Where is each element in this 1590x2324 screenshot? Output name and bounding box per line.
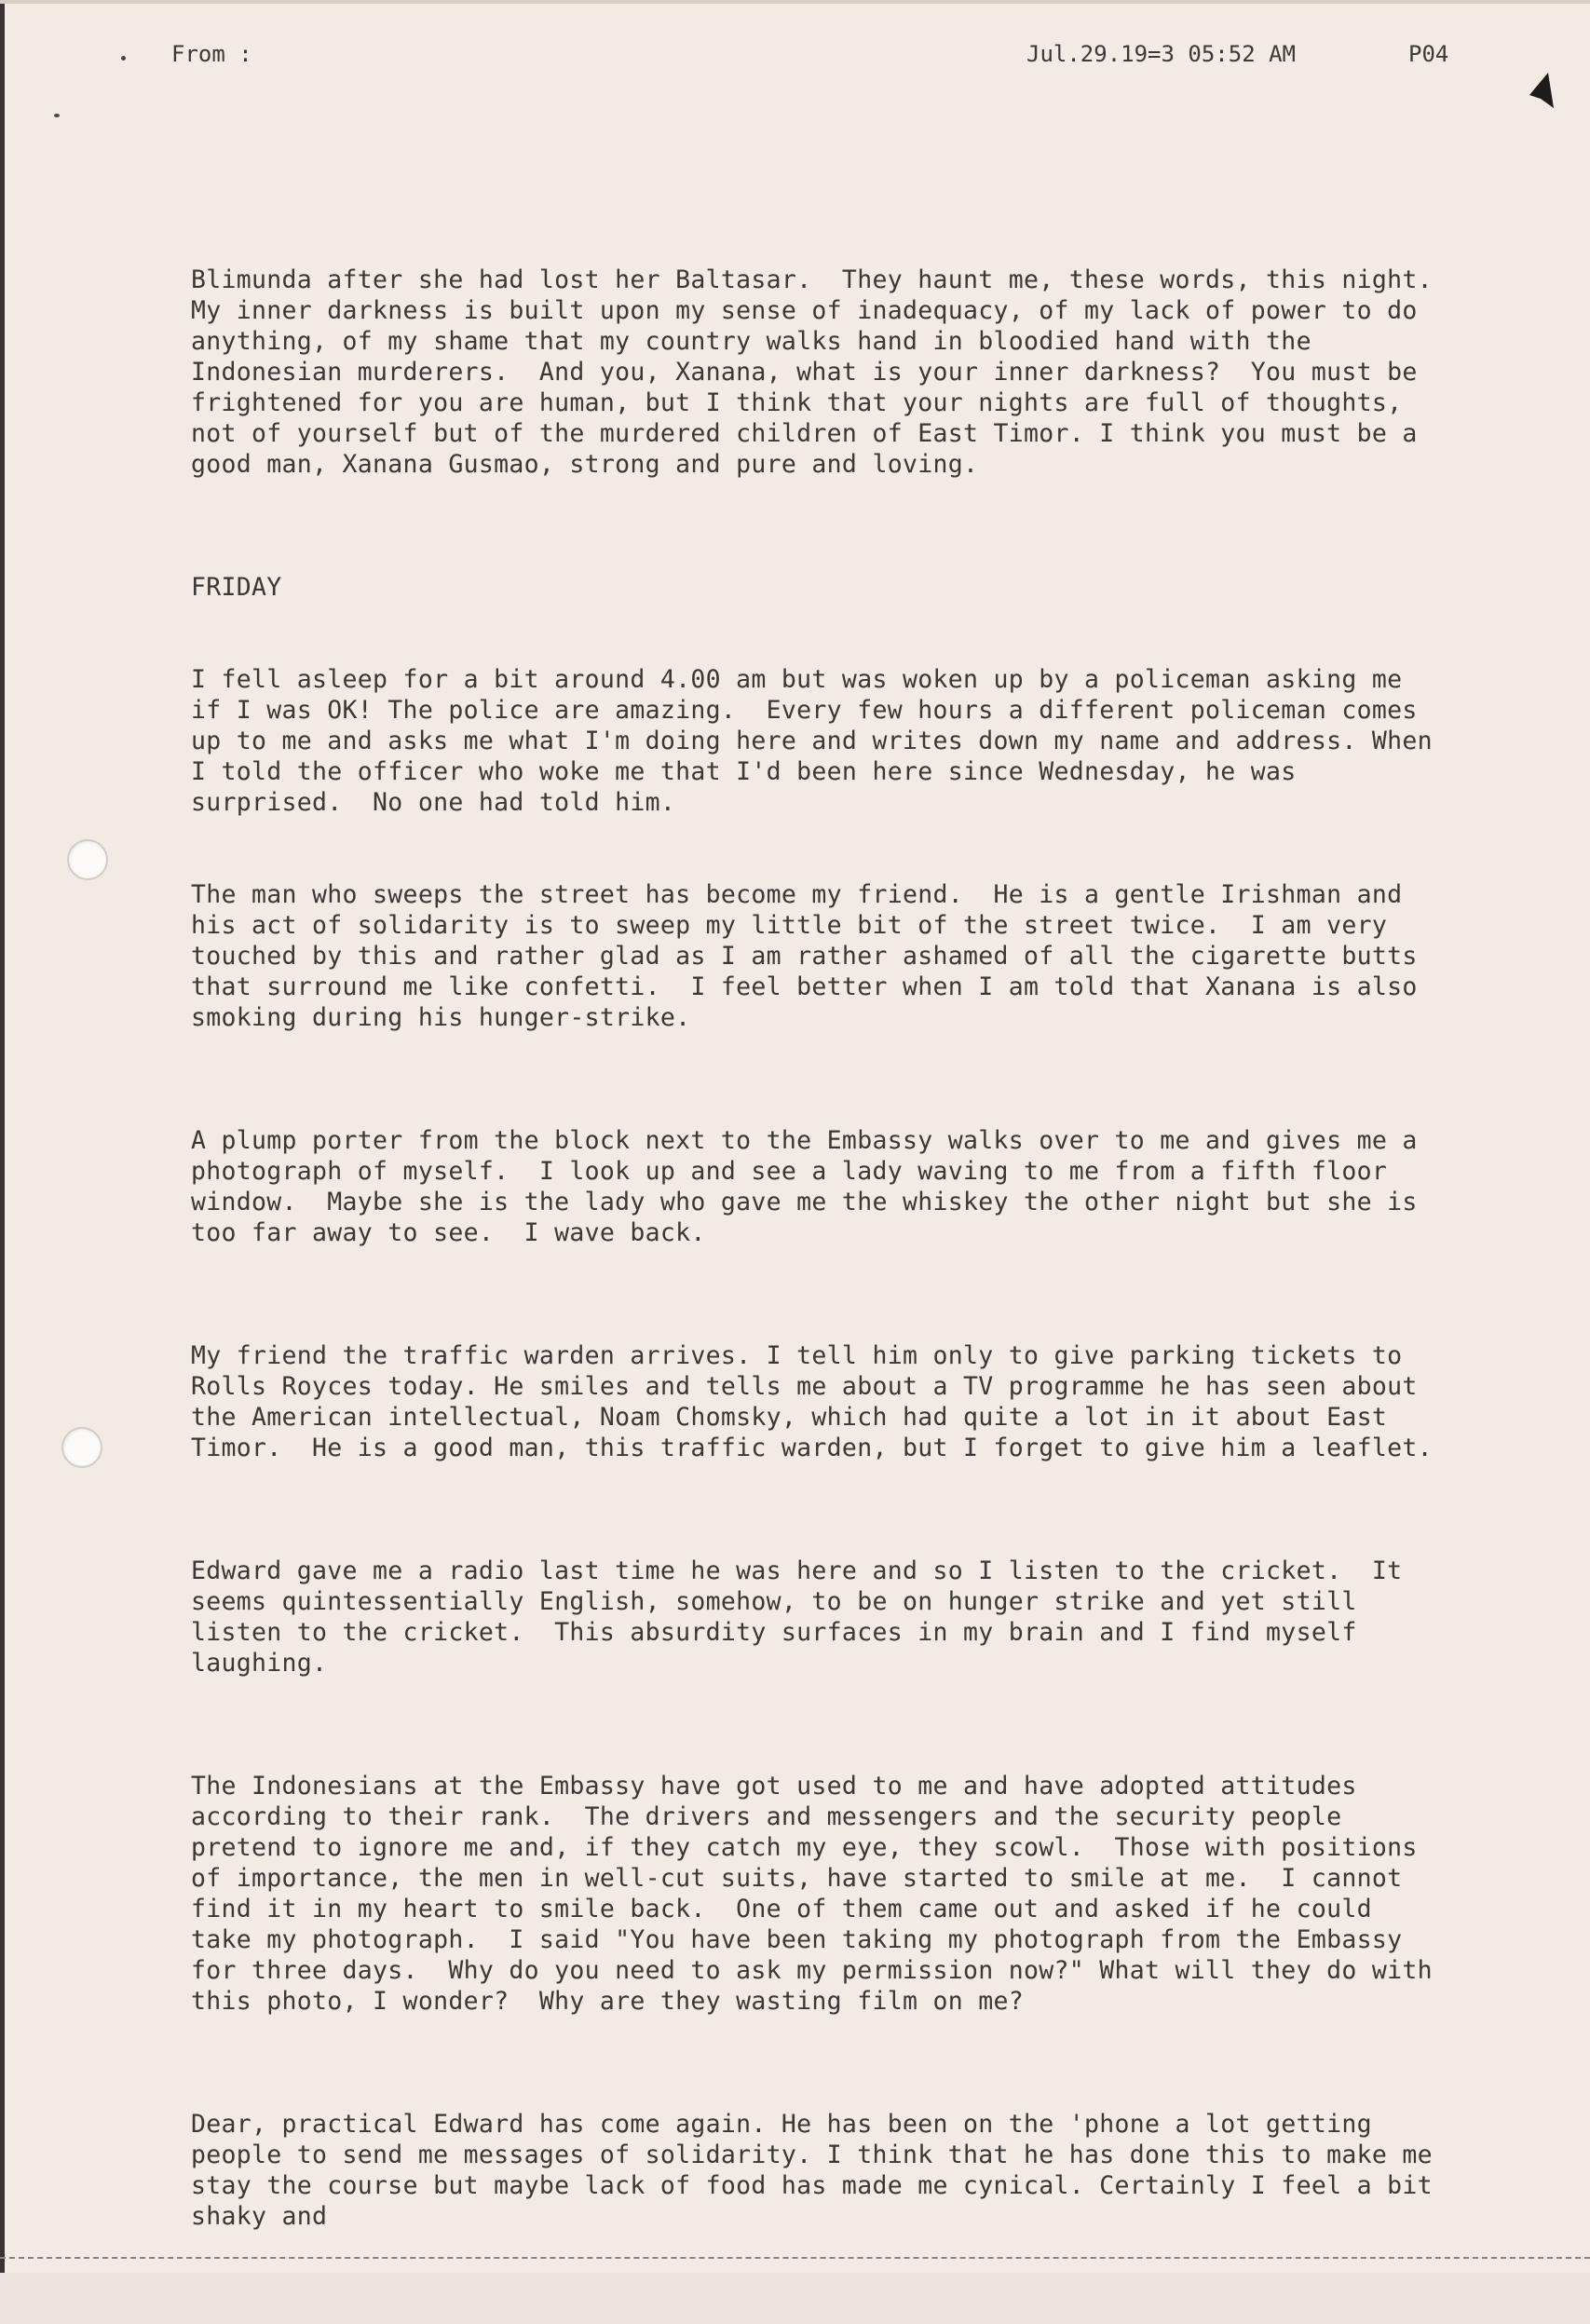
fax-page-number: P04 [1408,41,1449,67]
letter-paragraph: The man who sweeps the street has become my friend. He is a gentle Irishman and his act of solidarity is to sweep my little bit of the street twice. I am very touched by this and rather glad as I am rather ashamed of all the cigarette butts that surround me like confetti. I feel better when I am told that Xanana is also smoking during his hunger-strike. [191,880,1433,1032]
fax-timestamp: Jul.29.19=3 05:52 AM [1026,41,1296,67]
punch-hole [61,1427,102,1468]
letter-paragraph: The Indonesians at the Embassy have got used to me and have adopted attitudes according to their rank. The drivers and messengers and the security people pretend to ignore me and, if they catch my eye, they scowl. Those with positions of importance, the men in well-cut suits, have started to smile at me. I cannot find it in my heart to smile back. One of them came out and asked if he could take my photograph. I said "You have been taking my photograph from the Embassy for three days. Why do you need to ask my permission now?" What will they do with this photo, I wonder? Why are they wasting film on me? [191,1772,1448,2016]
fax-from-label: From : [171,41,252,67]
page-top-edge [0,0,1590,4]
speck-mark [54,114,60,117]
letter-body [191,203,1463,2324]
fax-header [0,41,1590,75]
letter-paragraph: Edward gave me a radio last time he was here and so I listen to the cricket. It seems quintessentially English, somehow, to be on hunger strike and yet still listen to the cricket. This absurdity surfaces in my brain and I find myself laughing. [191,1556,1418,1678]
page-bottom-divider [0,2257,1590,2259]
letter-paragraph: Dear, practical Edward has come again. He has been on the 'phone a lot getting people to send me messages of solidarity. I think that he has done this to make me stay the course but maybe lack of food has made me cynical. Certainly I feel a bit shaky and [191,2110,1448,2231]
page-left-edge [0,0,5,2273]
day-heading: FRIDAY [191,573,282,602]
letter-paragraph: I fell asleep for a bit around 4.00 am but was woken up by a policeman asking me if I was OK! The police are amazing. Every few hours a different policeman comes up to me and asks me what I'm doing here and writes down my name and address. When I told the officer who woke me that I'd been here since Wednesday, he was surprised. No one had told him. [191,665,1448,817]
corner-tear-mark-icon [1528,71,1556,112]
letter-paragraph: A plump porter from the block next to the Embassy walks over to me and gives me a photograph of myself. I look up and see a lady waving to me from a fifth floor window. Maybe she is the lady who gave me the whiskey the other night but she is too far away to see. I wave back. [191,1126,1433,1247]
punch-hole [67,839,108,880]
letter-paragraph: My friend the traffic warden arrives. I tell him only to give parking tickets to Rolls Royces today. He smiles and tells me about a TV programme he has seen about the American intellectual, Noam Chomsky, which had quite a lot in it about East Timor. He is a good man, this traffic warden, but I forget to give him a leaflet. [191,1341,1433,1462]
letter-paragraph: Blimunda after she had lost her Baltasar. They haunt me, these words, this night. My inner darkness is built upon my sense of inadequacy, of my lack of power to do anything, of my shame that my country walks hand in bloodied hand with the Indonesian murderers. And you, Xanana, what is your inner darkness? You must be frightened for you are human, but I think that your nights are full of thoughts, not of yourself but of the murdered children of East Timor. I think you must be a good man, Xanana Gusmao, strong and pure and loving. [191,265,1463,479]
